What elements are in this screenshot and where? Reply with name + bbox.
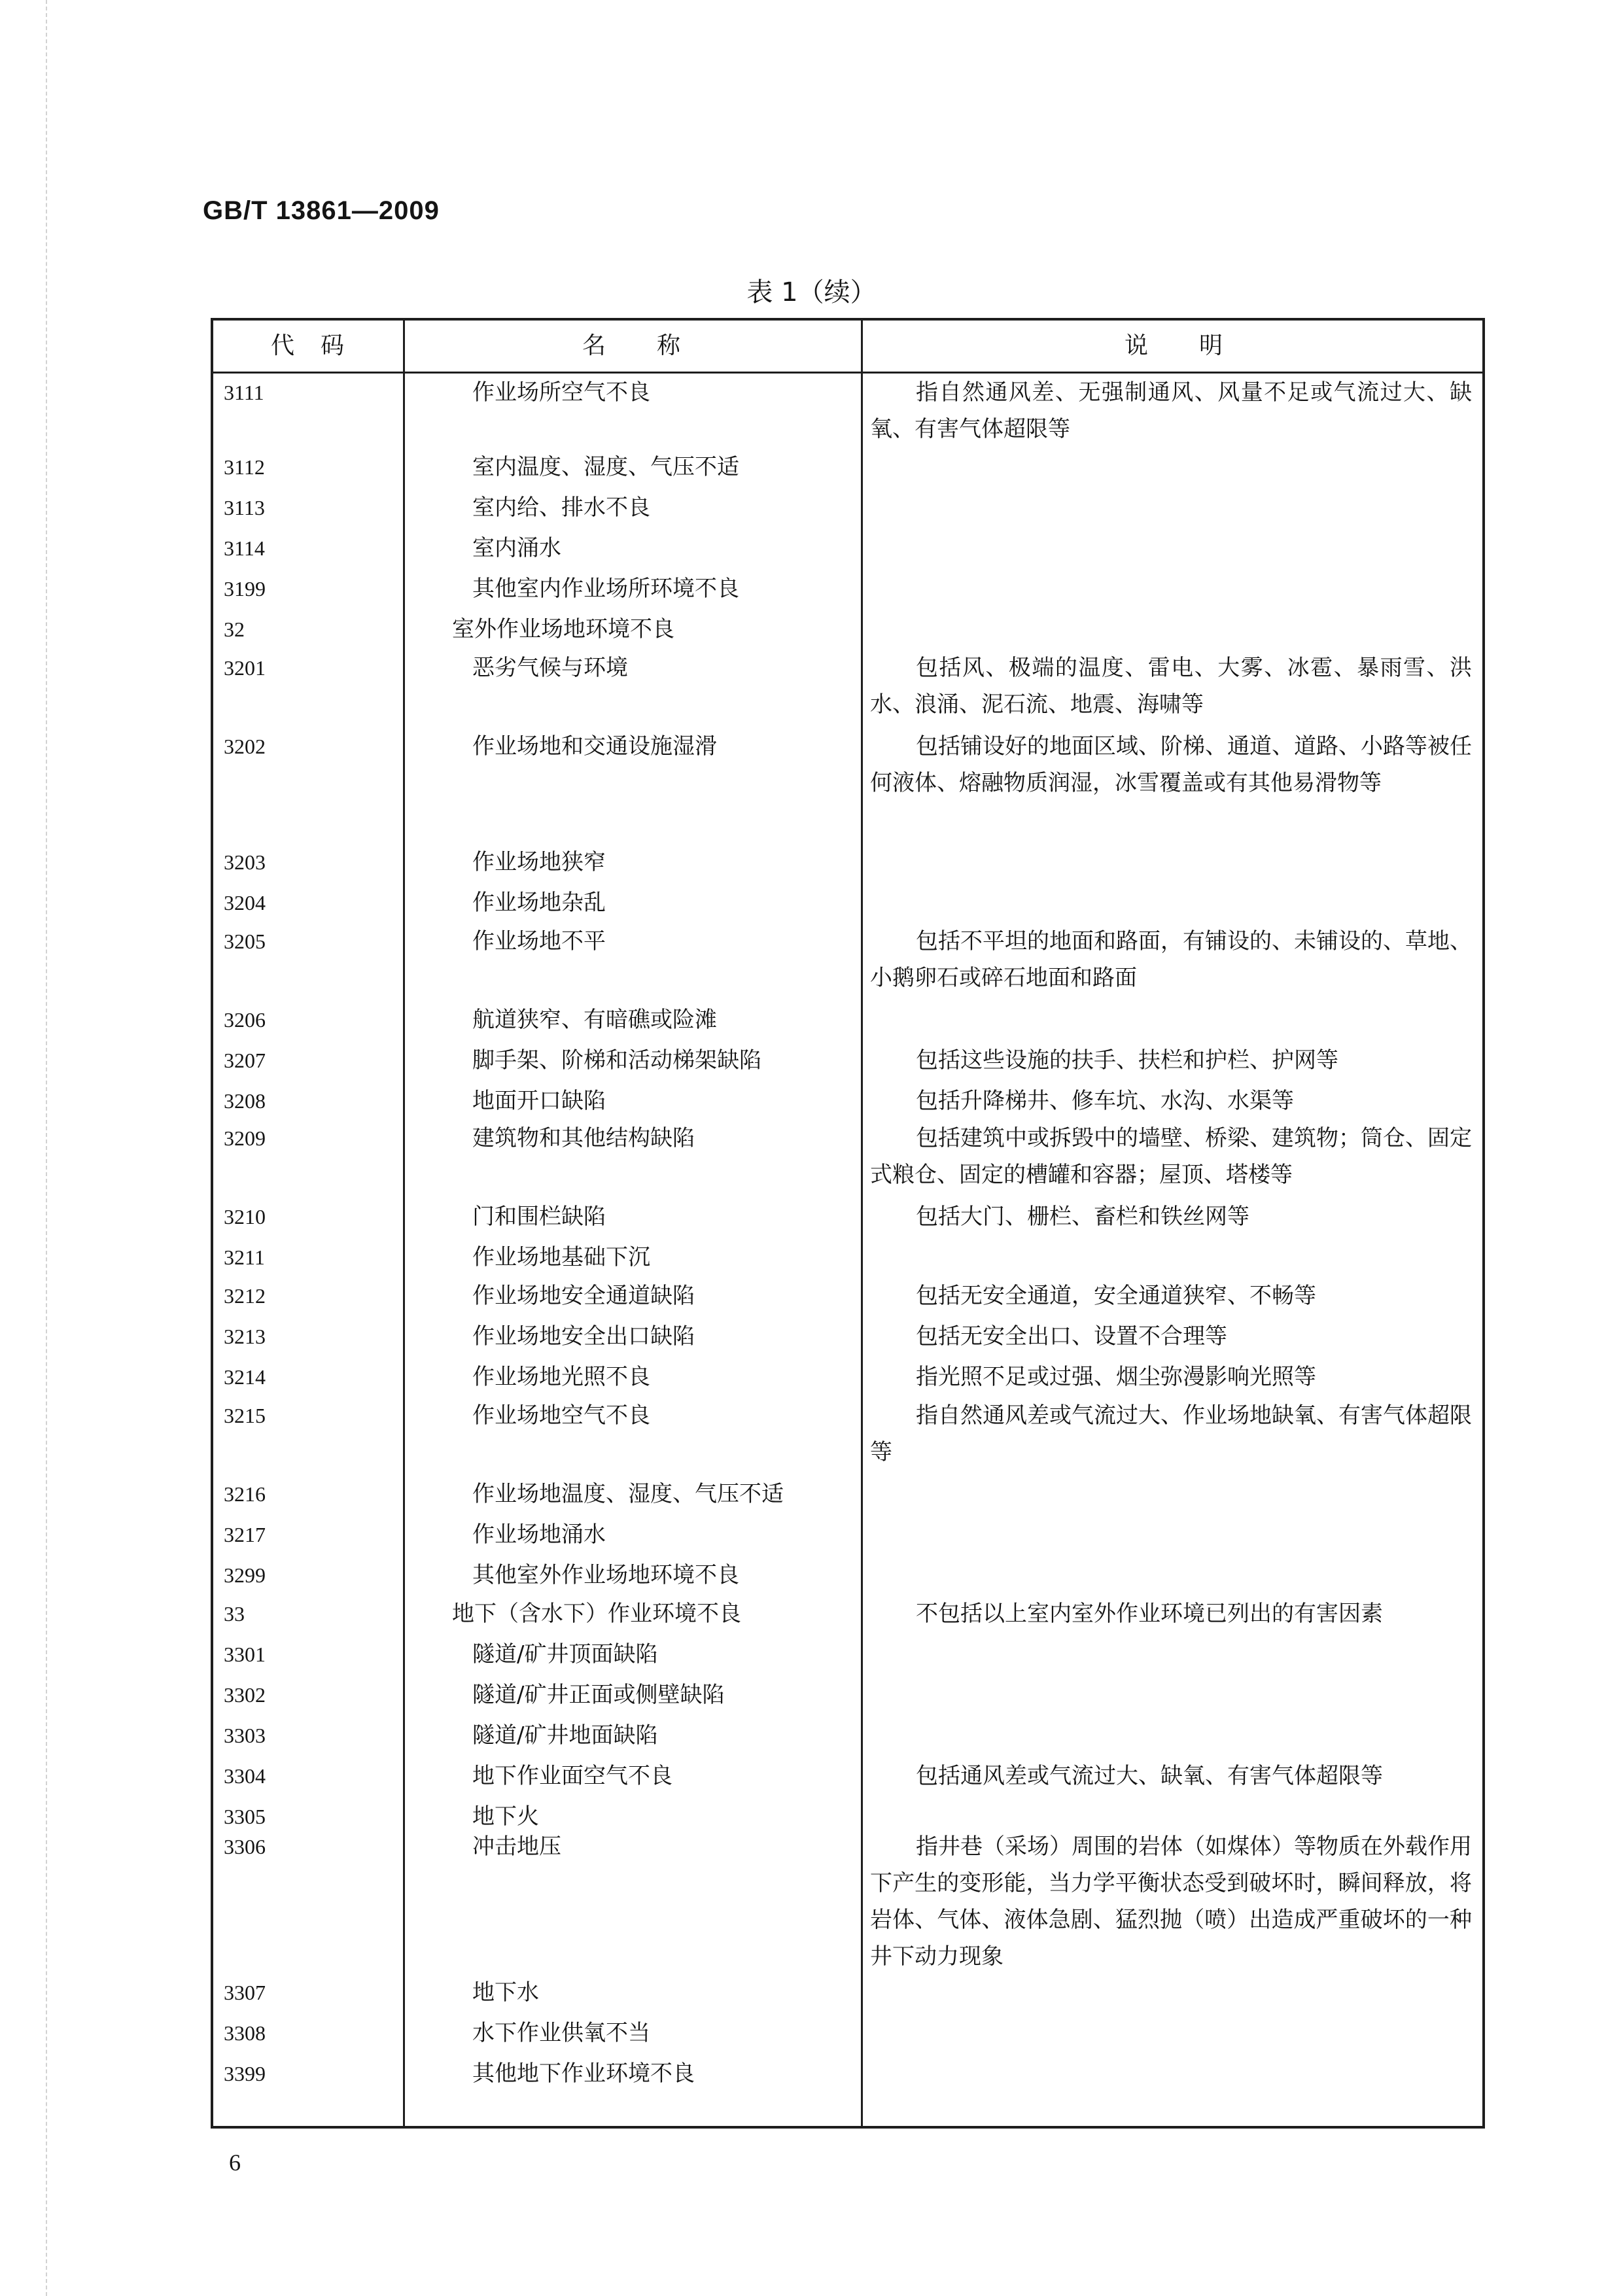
row-name: 室外作业场地环境不良 <box>452 616 674 642</box>
row-code: 32 <box>224 617 245 641</box>
row-name: 作业场地温度、湿度、气压不适 <box>472 1481 784 1507</box>
row-description: 包括通风差或气流过大、缺氧、有害气体超限等 <box>916 1763 1383 1789</box>
row-code: 3201 <box>224 656 266 680</box>
row-code: 3112 <box>224 455 265 479</box>
hazard-table <box>211 318 1485 2129</box>
row-code: 33 <box>224 1602 245 1626</box>
row-code: 3205 <box>224 930 266 953</box>
row-code: 3303 <box>224 1724 266 1747</box>
row-name: 隧道/矿井正面或侧壁缺陷 <box>472 1682 725 1708</box>
row-description: 指光照不足或过强、烟尘弥漫影响光照等 <box>916 1364 1316 1390</box>
row-name: 作业场地涌水 <box>472 1522 606 1548</box>
row-code: 3211 <box>224 1245 265 1269</box>
row-code: 3199 <box>224 577 266 600</box>
row-code: 3202 <box>224 735 266 758</box>
row-name: 室内温度、湿度、气压不适 <box>472 454 739 480</box>
row-name: 作业场地光照不良 <box>472 1364 650 1390</box>
table-title: 表 1（续） <box>746 277 877 307</box>
row-code: 3216 <box>224 1482 266 1506</box>
row-name: 脚手架、阶梯和活动梯架缺陷 <box>472 1047 761 1073</box>
row-name: 门和围栏缺陷 <box>472 1204 606 1230</box>
row-code: 3302 <box>224 1683 266 1707</box>
page-number: 6 <box>229 2149 241 2176</box>
row-name: 室内涌水 <box>472 535 561 561</box>
row-code: 3217 <box>224 1523 266 1546</box>
row-code: 3204 <box>224 891 266 914</box>
row-name: 航道狭窄、有暗礁或险滩 <box>472 1007 717 1033</box>
column-header-name: 名 称 <box>582 332 682 359</box>
row-code: 3307 <box>224 1981 266 2004</box>
row-name: 地下（含水下）作业环境不良 <box>452 1601 741 1627</box>
row-code: 3299 <box>224 1563 266 1587</box>
row-name: 地面开口缺陷 <box>472 1088 606 1114</box>
column-divider <box>403 321 405 2126</box>
column-header-code: 代 码 <box>270 332 345 359</box>
row-name: 水下作业供氧不当 <box>472 2020 650 2046</box>
row-code: 3210 <box>224 1205 266 1228</box>
row-name: 室内给、排水不良 <box>472 495 650 521</box>
row-code: 3114 <box>224 536 265 560</box>
column-divider <box>861 321 863 2126</box>
row-name: 其他地下作业环境不良 <box>472 2061 695 2087</box>
row-name: 作业场地基础下沉 <box>472 1244 650 1270</box>
row-code: 3214 <box>224 1365 266 1389</box>
row-name: 其他室内作业场所环境不良 <box>472 576 739 602</box>
row-name: 作业场地杂乱 <box>472 890 606 916</box>
row-code: 3304 <box>224 1764 266 1788</box>
row-name: 隧道/矿井顶面缺陷 <box>472 1641 658 1667</box>
row-code: 3305 <box>224 1805 266 1828</box>
row-code: 3301 <box>224 1643 266 1666</box>
row-code: 3209 <box>224 1126 266 1150</box>
row-description: 包括无安全通道，安全通道狭窄、不畅等 <box>916 1283 1316 1309</box>
row-description: 包括风、极端的温度、雷电、大雾、冰雹、暴雨雪、洪水、浪涌、泥石流、地震、海啸等 <box>870 655 1472 718</box>
row-name: 地下作业面空气不良 <box>472 1763 672 1789</box>
row-code: 3206 <box>224 1008 266 1032</box>
row-description: 包括这些设施的扶手、扶栏和护栏、护网等 <box>916 1047 1338 1073</box>
row-name: 作业场地安全出口缺陷 <box>472 1323 695 1349</box>
row-name: 作业场地空气不良 <box>472 1402 650 1429</box>
row-description: 包括不平坦的地面和路面，有铺设的、未铺设的、草地、小鹅卵石或碎石地面和路面 <box>870 928 1472 991</box>
row-name: 作业场所空气不良 <box>472 379 650 406</box>
row-code: 3212 <box>224 1284 266 1308</box>
row-description: 指自然通风差、无强制通风、风量不足或气流过大、缺氧、有害气体超限等 <box>870 379 1472 442</box>
row-description: 指自然通风差或气流过大、作业场地缺氧、有害气体超限等 <box>870 1402 1472 1465</box>
row-description: 指井巷（采场）周围的岩体（如煤体）等物质在外载作用下产生的变形能，当力学平衡状态受到破坏时，瞬间释放，将岩体、气体、液体急剧、猛烈抛（喷）出造成严重破坏的一种井下动力现象 <box>870 1834 1472 1970</box>
row-code: 3207 <box>224 1049 266 1072</box>
row-description: 包括建筑中或拆毁中的墙壁、桥梁、建筑物；筒仓、固定式粮仓、固定的槽罐和容器；屋顶、塔楼等 <box>870 1125 1472 1188</box>
row-code: 3111 <box>224 381 264 404</box>
row-description: 包括大门、栅栏、畜栏和铁丝网等 <box>916 1204 1249 1230</box>
row-code: 3306 <box>224 1835 266 1858</box>
row-name: 恶劣气候与环境 <box>472 655 628 681</box>
row-name: 作业场地狭窄 <box>472 849 606 875</box>
row-name: 作业场地安全通道缺陷 <box>472 1283 695 1309</box>
row-code: 3208 <box>224 1089 266 1113</box>
scan-edge-line <box>46 0 47 2296</box>
row-code: 3215 <box>224 1404 266 1427</box>
row-name: 作业场地和交通设施湿滑 <box>472 733 717 759</box>
row-name: 地下火 <box>472 1803 539 1830</box>
row-code: 3203 <box>224 850 266 874</box>
column-header-description: 说 明 <box>1124 332 1224 359</box>
row-description: 包括无安全出口、设置不合理等 <box>916 1323 1227 1349</box>
row-description: 不包括以上室内室外作业环境已列出的有害因素 <box>916 1601 1383 1627</box>
row-code: 3399 <box>224 2062 266 2085</box>
row-name: 隧道/矿井地面缺陷 <box>472 1722 658 1748</box>
row-name: 建筑物和其他结构缺陷 <box>472 1125 695 1151</box>
header-divider <box>213 372 1482 374</box>
row-name: 作业场地不平 <box>472 928 606 954</box>
row-name: 冲击地压 <box>472 1834 561 1860</box>
standard-code: GB/T 13861—2009 <box>203 196 440 225</box>
row-name: 地下水 <box>472 1979 539 2006</box>
row-description: 包括铺设好的地面区域、阶梯、通道、道路、小路等被任何液体、熔融物质润湿，冰雪覆盖或有其他易滑物等 <box>870 733 1472 796</box>
row-name: 其他室外作业场地环境不良 <box>472 1562 739 1588</box>
row-code: 3213 <box>224 1325 266 1348</box>
row-code: 3308 <box>224 2021 266 2045</box>
row-code: 3113 <box>224 496 265 519</box>
row-description: 包括升降梯井、修车坑、水沟、水渠等 <box>916 1088 1294 1114</box>
